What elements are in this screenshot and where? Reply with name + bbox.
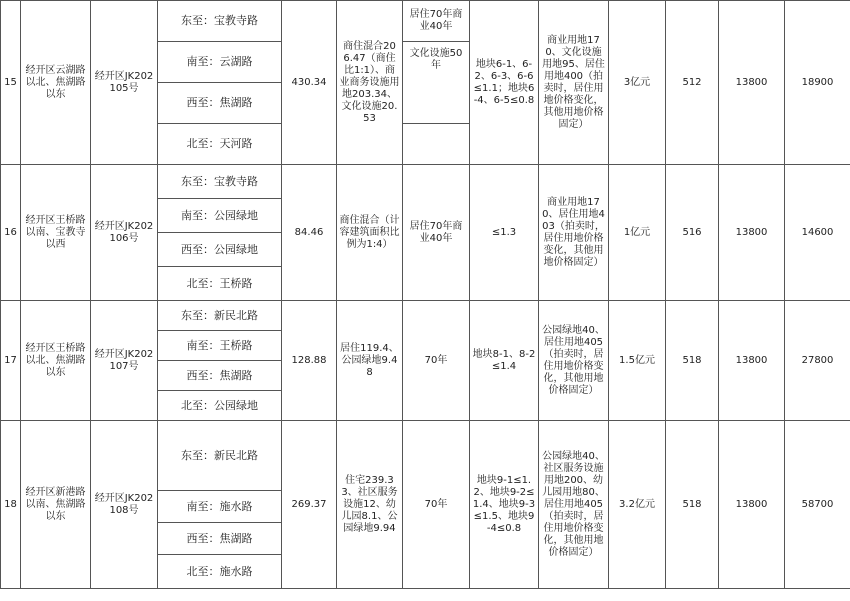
term-residential-commercial: 居住70年商业40年 <box>403 1 470 42</box>
deposit-cell: 3亿元 <box>609 1 666 165</box>
value-1-cell: 512 <box>666 1 719 165</box>
table-row <box>1 165 850 199</box>
parcel-code: 经开区JK202106号 <box>91 165 158 301</box>
boundary-south: 南至：公园绿地 <box>158 199 282 233</box>
value-2-cell: 13800 <box>719 301 785 421</box>
term-empty-cell <box>403 124 470 165</box>
land-use-cell: 住宅239.33、社区服务设施12、幼儿园8.1、公园绿地9.94 <box>337 421 403 589</box>
boundary-north: 北至：天河路 <box>158 124 282 165</box>
plot-ratio-cell: 地块9-1≤1.2、地块9-2≤1.4、地块9-3≤1.5、地块9-4≤0.8 <box>470 421 539 589</box>
value-1-cell: 518 <box>666 301 719 421</box>
land-use-cell: 商住混合（计容建筑面积比例为1:4） <box>337 165 403 301</box>
area-cell: 269.37 <box>282 421 337 589</box>
location-cell: 经开区王桥路以南、宝教寺以西 <box>21 165 91 301</box>
boundary-north: 北至：施水路 <box>158 555 282 589</box>
boundary-north: 北至：公园绿地 <box>158 391 282 421</box>
boundary-east: 东至：宝教寺路 <box>158 165 282 199</box>
term-culture: 文化设施50年 <box>403 42 470 124</box>
boundary-north: 北至：王桥路 <box>158 267 282 301</box>
price-desc-cell: 商业用地170、文化设施用地95、居住用地400（拍卖时，居住用地价格变化，其他用地价格固定） <box>539 1 609 165</box>
location-cell: 经开区新港路以南、焦湖路以东 <box>21 421 91 589</box>
value-3-cell: 14600 <box>785 165 850 301</box>
value-3-cell: 18900 <box>785 1 850 165</box>
boundary-south: 南至：施水路 <box>158 491 282 523</box>
price-desc-cell: 商业用地170、居住用地403（拍卖时，居住用地价格变化，其他用地价格固定） <box>539 165 609 301</box>
land-use-cell: 商住混合206.47（商住比1:1）、商业商务设施用地203.34、文化设施20.53 <box>337 1 403 165</box>
plot-ratio-cell: ≤1.3 <box>470 165 539 301</box>
value-2-cell: 13800 <box>719 421 785 589</box>
boundary-east: 东至：宝教寺路 <box>158 1 282 42</box>
area-cell: 128.88 <box>282 301 337 421</box>
term-cell: 居住70年商业40年 <box>403 165 470 301</box>
price-desc-cell: 公园绿地40、居住用地405（拍卖时，居住用地价格变化，其他用地价格固定） <box>539 301 609 421</box>
parcel-code: 经开区JK202108号 <box>91 421 158 589</box>
row-number: 18 <box>1 421 21 589</box>
row-number: 16 <box>1 165 21 301</box>
value-1-cell: 518 <box>666 421 719 589</box>
price-desc-cell: 公园绿地40、社区服务设施用地200、幼儿园用地80、居住用地405（拍卖时，居住用地价格变化，其他用地价格固定） <box>539 421 609 589</box>
location-cell: 经开区王桥路以北、焦湖路以东 <box>21 301 91 421</box>
location-cell: 经开区云湖路以北、焦湖路以东 <box>21 1 91 165</box>
value-3-cell: 27800 <box>785 301 850 421</box>
term-cell: 70年 <box>403 301 470 421</box>
parcel-code: 经开区JK202105号 <box>91 1 158 165</box>
boundary-south: 南至：王桥路 <box>158 331 282 361</box>
deposit-cell: 3.2亿元 <box>609 421 666 589</box>
deposit-cell: 1亿元 <box>609 165 666 301</box>
area-cell: 84.46 <box>282 165 337 301</box>
boundary-west: 西至：焦湖路 <box>158 83 282 124</box>
table-row <box>1 421 850 491</box>
land-use-cell: 居住119.4、公园绿地9.48 <box>337 301 403 421</box>
value-2-cell: 13800 <box>719 165 785 301</box>
row-number: 17 <box>1 301 21 421</box>
term-cell: 70年 <box>403 421 470 589</box>
plot-ratio-cell: 地块8-1、8-2≤1.4 <box>470 301 539 421</box>
boundary-west: 西至：焦湖路 <box>158 523 282 555</box>
value-2-cell: 13800 <box>719 1 785 165</box>
value-3-cell: 58700 <box>785 421 850 589</box>
boundary-south: 南至：云湖路 <box>158 42 282 83</box>
boundary-west: 西至：公园绿地 <box>158 233 282 267</box>
boundary-east: 东至：新民北路 <box>158 421 282 491</box>
parcel-code: 经开区JK202107号 <box>91 301 158 421</box>
deposit-cell: 1.5亿元 <box>609 301 666 421</box>
boundary-west: 西至：焦湖路 <box>158 361 282 391</box>
table-row <box>1 1 850 42</box>
boundary-east: 东至：新民北路 <box>158 301 282 331</box>
area-cell: 430.34 <box>282 1 337 165</box>
plot-ratio-cell: 地块6-1、6-2、6-3、6-6≤1.1；地块6-4、6-5≤0.8 <box>470 1 539 165</box>
row-number: 15 <box>1 1 21 165</box>
table-row <box>1 301 850 331</box>
value-1-cell: 516 <box>666 165 719 301</box>
